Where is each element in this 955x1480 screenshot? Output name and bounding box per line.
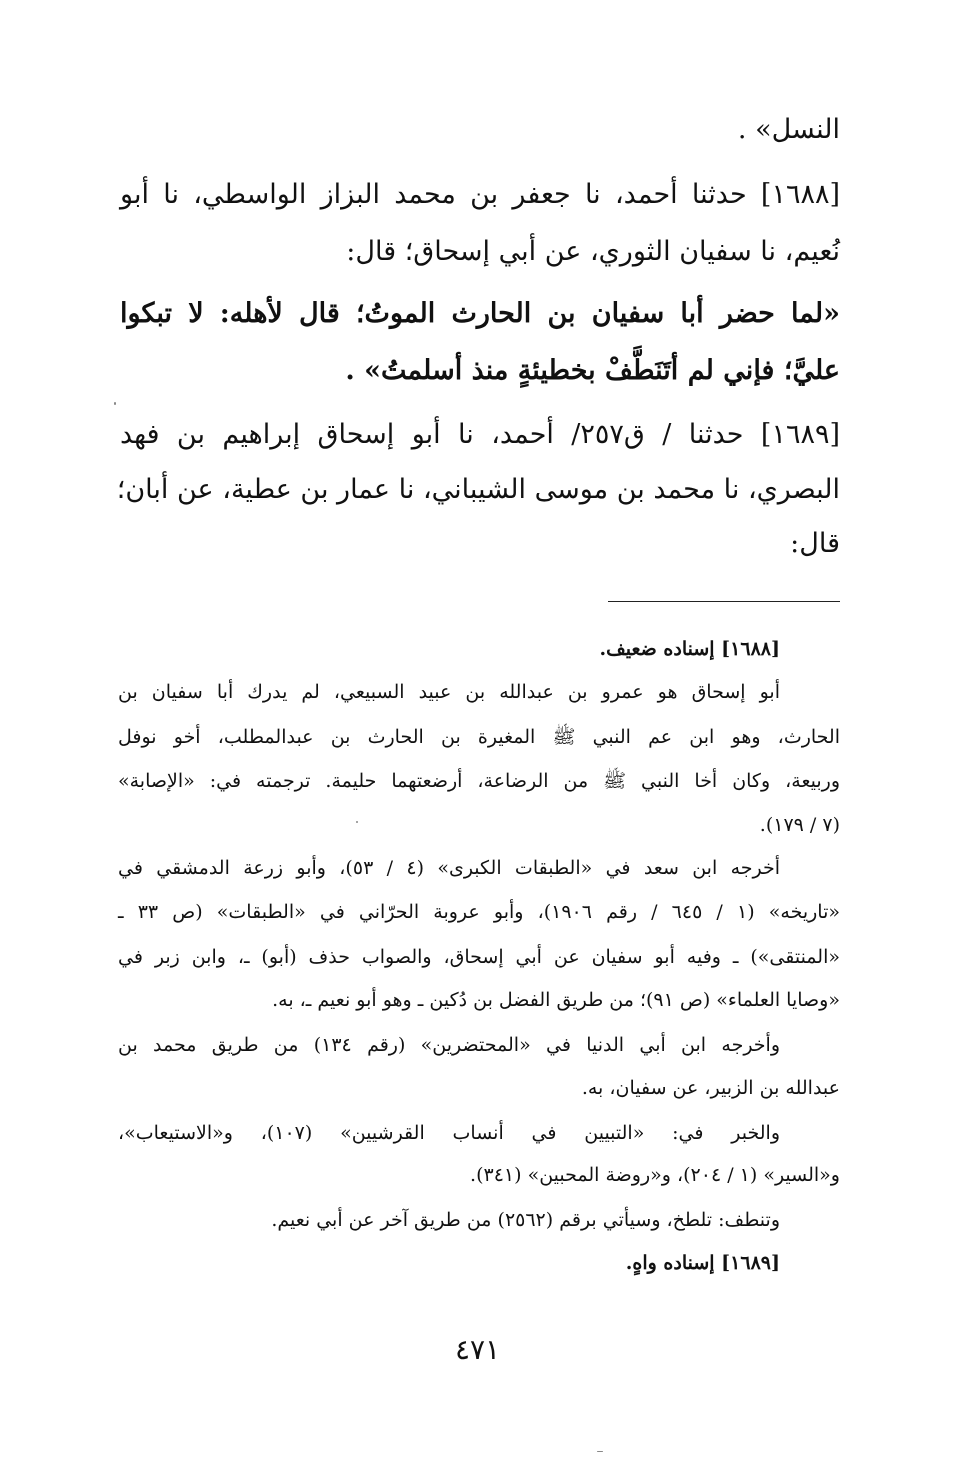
main-text-line-6: [١٦٨٩] حدثنا / ق٢٥٧/ أحمد، نا أبو إسحاق إبراهيم بن فهد — [120, 419, 840, 450]
scan-speck — [114, 402, 116, 405]
scan-speck — [356, 821, 358, 823]
footnote-line-11: عبدالله بن الزبير، عن سفيان، به. — [581, 1077, 840, 1099]
footnote-line-12: والخبر في: «التبيين في أنساب القرشيين» (١٠٧)، و«الاستيعاب»، — [118, 1122, 780, 1144]
footnote-line-6: أخرجه ابن سعد في «الطبقات الكبرى» (٤ / ٥٣)، وأبو زرعة الدمشقي في — [118, 857, 781, 879]
footnote-divider — [608, 601, 840, 602]
footnote-line-13: و«السير» (١ / ٢٠٤)، و«روضة المحبين» (٣٤١). — [470, 1164, 840, 1186]
main-text-line-5: عليَّ؛ فإني لم أتَنَطَّفْ بخطيئةٍ منذ أسلمتُ» . — [345, 355, 840, 386]
page-number: ٤٧١ — [454, 1333, 501, 1366]
footnote-line-2: أبو إسحاق هو عمرو بن عبدالله بن عبيد السبيعي، لم يدرك أبا سفيان بن — [118, 681, 780, 703]
main-text-line-3: نُعيم، نا سفيان الثوري، عن أبي إسحاق؛ قال: — [346, 236, 840, 267]
main-text-line-7: البصري، نا محمد بن موسى الشيباني، نا عمار بن عطية، عن أبان؛ — [116, 474, 840, 505]
footnote-line-9: «وصايا العلماء» (ص ٩١)؛ من طريق الفضل بن دُكين ـ وهو أبو نعيم ـ، به. — [272, 989, 840, 1011]
footnote-line-3: الحارث، وهو ابن عم النبي ﷺ المغيرة بن الحارث بن عبدالمطلب، أخو نوفل — [118, 726, 840, 748]
footnote-line-5: (٧ / ١٧٩). — [759, 814, 840, 836]
scan-speck — [597, 1451, 603, 1452]
footnote-line-10: وأخرجه ابن أبي الدنيا في «المحتضرين» (رقم ١٣٤) من طريق محمد بن — [118, 1034, 780, 1056]
footnote-line-7: «تاريخه» (١ / ٦٤٥ / رقم ١٩٠٦)، وأبو عروبة الحرّاني في «الطبقات» (ص ٣٣ ـ — [118, 901, 840, 923]
footnote-line-8: «المنتقى») ـ وفيه أبو سفيان عن أبي إسحاق، والصواب حذف (أبو) ـ، وابن زبر في — [118, 946, 840, 968]
main-text-line-2: [١٦٨٨] حدثنا أحمد، نا جعفر بن محمد البزاز الواسطي، نا أبو — [120, 179, 840, 210]
footnote-line-14: وتنطف: تلطخ، وسيأتي برقم (٢٥٦٢) من طريق آخر عن أبي نعيم. — [271, 1209, 780, 1231]
main-text-line-1: النسل» . — [737, 114, 840, 145]
main-text-line-8: قال: — [790, 528, 840, 559]
footnote-1689-grade: [١٦٨٩] إسناده واهٍ. — [625, 1252, 780, 1274]
footnote-1688-grade: [١٦٨٨] إسناده ضعيف. — [599, 638, 780, 660]
footnote-line-4: وربيعة، وكان أخا النبي ﷺ من الرضاعة، أرضعتهما حليمة. ترجمته في: «الإصابة» — [118, 770, 840, 792]
main-text-line-4: «لما حضر أبا سفيان بن الحارث الموتُ؛ قال لأهله: لا تبكوا — [120, 298, 840, 329]
